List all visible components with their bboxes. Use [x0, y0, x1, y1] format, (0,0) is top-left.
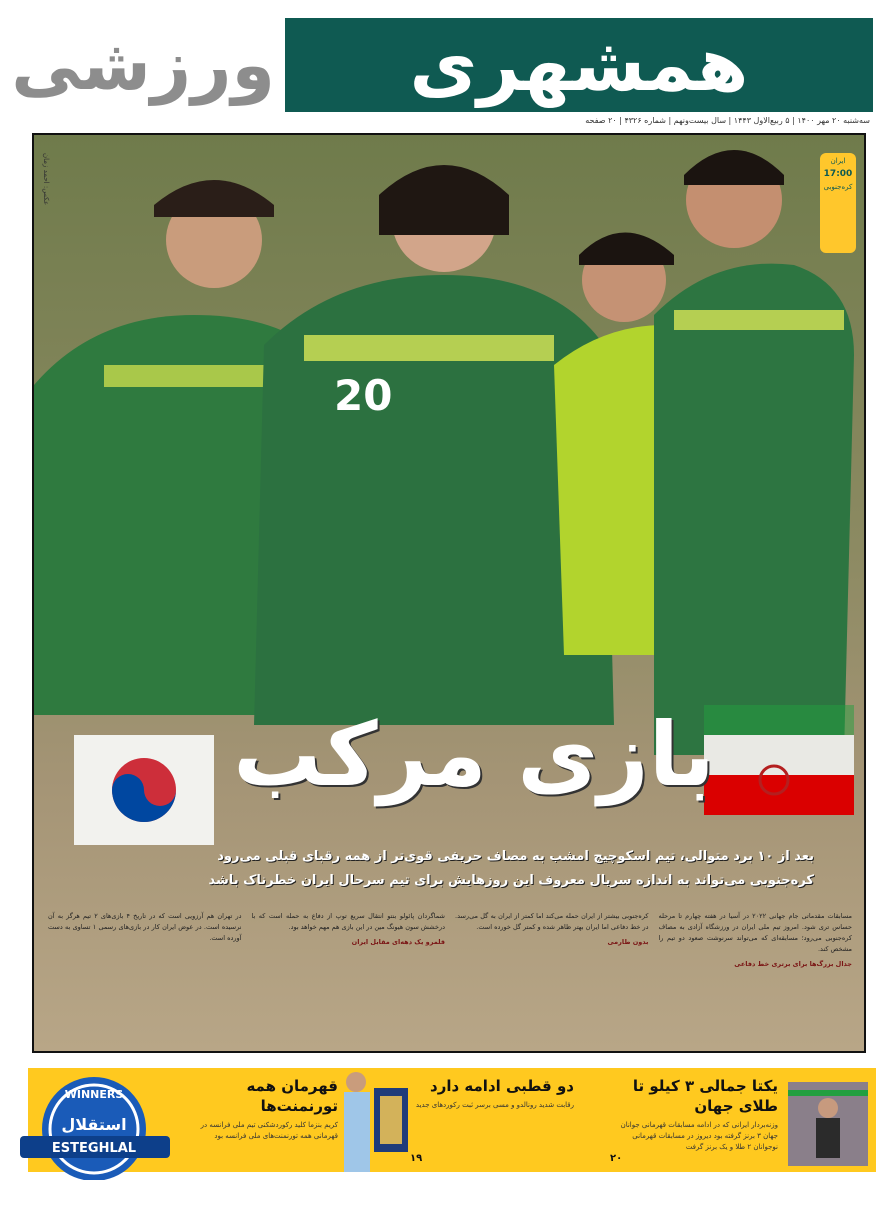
- weightlifter-photo: [788, 1082, 868, 1166]
- column-text: کره‌جنوبی بیشتر از ایران حمله می‌کند اما کمتر از ایران به گل می‌رسد. در خط دفاعی اما ایران بهتر ظاهر شده و کمتر گل خورده است.: [455, 912, 649, 931]
- svg-text:استقلال: استقلال: [61, 1115, 127, 1134]
- article-column: [252, 911, 446, 1041]
- svg-text:WINNERS: WINNERS: [64, 1088, 124, 1101]
- svg-text:ESTEGHLAL: ESTEGHLAL: [51, 1141, 137, 1156]
- column-text: شماگردان پائولو بنتو انتقال سریع توپ از دفاع به حمله است که با درخشش سون هیونگ مین در این بازی هم مهم خواهد بود.: [251, 912, 445, 931]
- svg-text:20: 20: [334, 371, 393, 420]
- newspaper-subtitle: ورزشی: [11, 24, 275, 106]
- teaser-body: رقابت شدید رونالدو و مسی برسر ثبت رکوردهای جدید: [415, 1101, 574, 1109]
- messi-portrait: [330, 1068, 410, 1172]
- lead-line: بعد از ۱۰ برد متوالی، تیم اسکوچیچ امشب به مصاف حریفی قوی‌تر از همه رقبای قبلی می‌رود: [217, 849, 814, 864]
- column-subheading: بدون طارمی: [607, 938, 649, 946]
- lead-line: کره‌جنوبی می‌تواند به اندازه سریال معروف این روزهایش برای تیم سرحال ایران خطرناک باشد: [208, 873, 814, 888]
- match-time-badge: [820, 153, 856, 253]
- south-korea-flag: [74, 735, 214, 845]
- match-opponent: کره‌جنوبی: [823, 183, 853, 191]
- match-team: ایران: [830, 157, 846, 165]
- article-column: [48, 911, 242, 1041]
- column-text: در تهران هم آرزویی است که در تاریخ ۴ بازی‌های ۲ تیم هرگز به آن نرسیده است. در عوض ایران کار در بازی‌های رسمی ۱ تساوی به دست آورده است.: [48, 912, 242, 942]
- match-time: 17:00: [823, 169, 853, 179]
- page-bottom-margin: [0, 1180, 896, 1206]
- masthead: [0, 0, 896, 128]
- teaser-headline: قهرمان همه تورنمنت‌ها: [246, 1077, 338, 1115]
- teaser-ronaldo-messi[interactable]: [410, 1068, 574, 1172]
- esteghlal-logo: [14, 1074, 180, 1184]
- column-text: مسابقات مقدماتی جام جهانی ۲۰۲۲ در آسیا در هفته چهارم تا مرحله حساس تری شود. امروز تیم ملی ایران در ورزشگاه آزادی به مصاف کره‌جنوبی می‌رود؛ مسابقه‌ای که می‌تواند سرنوشت صعود دو تیم را مشخص کند.: [658, 912, 852, 953]
- teaser-headline: یکتا جمالی ۳ کیلو تا طلای جهان: [632, 1077, 778, 1115]
- cover-story: [32, 133, 866, 1053]
- column-subheading: قلمرو یک دهه‌ای مقابل ایران: [351, 938, 445, 946]
- photo-credit: عکس: احمد زمان: [42, 153, 50, 206]
- teaser-weightlifting[interactable]: [610, 1068, 778, 1172]
- lead-text: [204, 845, 814, 893]
- cover-headline: بازی مرکب: [233, 703, 715, 806]
- teaser-body: کریم بنزما کلید رکورد‌شکنی تیم ملی فرانسه در قهرمانی همه تورنمنت‌های ملی فرانسه بود: [200, 1121, 338, 1140]
- teaser-champion[interactable]: [188, 1068, 338, 1172]
- teaser-page: ۲۰: [610, 1153, 623, 1164]
- dateline: سه‌شنبه ۲۰ مهر ۱۴۰۰ | ۵ ربیع‌الاول ۱۴۴۳ | سال بیست‌ونهم | شماره ۴۳۲۶ | ۲۰ صفحه: [585, 116, 870, 125]
- article-column: [455, 911, 649, 1041]
- teaser-body: وزنه‌بردار ایرانی که در ادامه مسابقات قهرمانی جوانان جهان ۳ برنز گرفته بود دیروز در مسابقات قهرمانی نوجوانان ۲ طلا و یک برنز گرفت: [620, 1121, 778, 1151]
- article-column: [659, 911, 853, 1041]
- article-columns: [48, 911, 852, 1041]
- teaser-headline: دو قطبی ادامه دارد: [430, 1077, 574, 1095]
- newspaper-title: همشهری: [285, 18, 873, 112]
- column-subheading: جدال بزرگ‌ها برای برتری خط دفاعی: [734, 960, 852, 968]
- teaser-page: ۱۹: [410, 1153, 423, 1164]
